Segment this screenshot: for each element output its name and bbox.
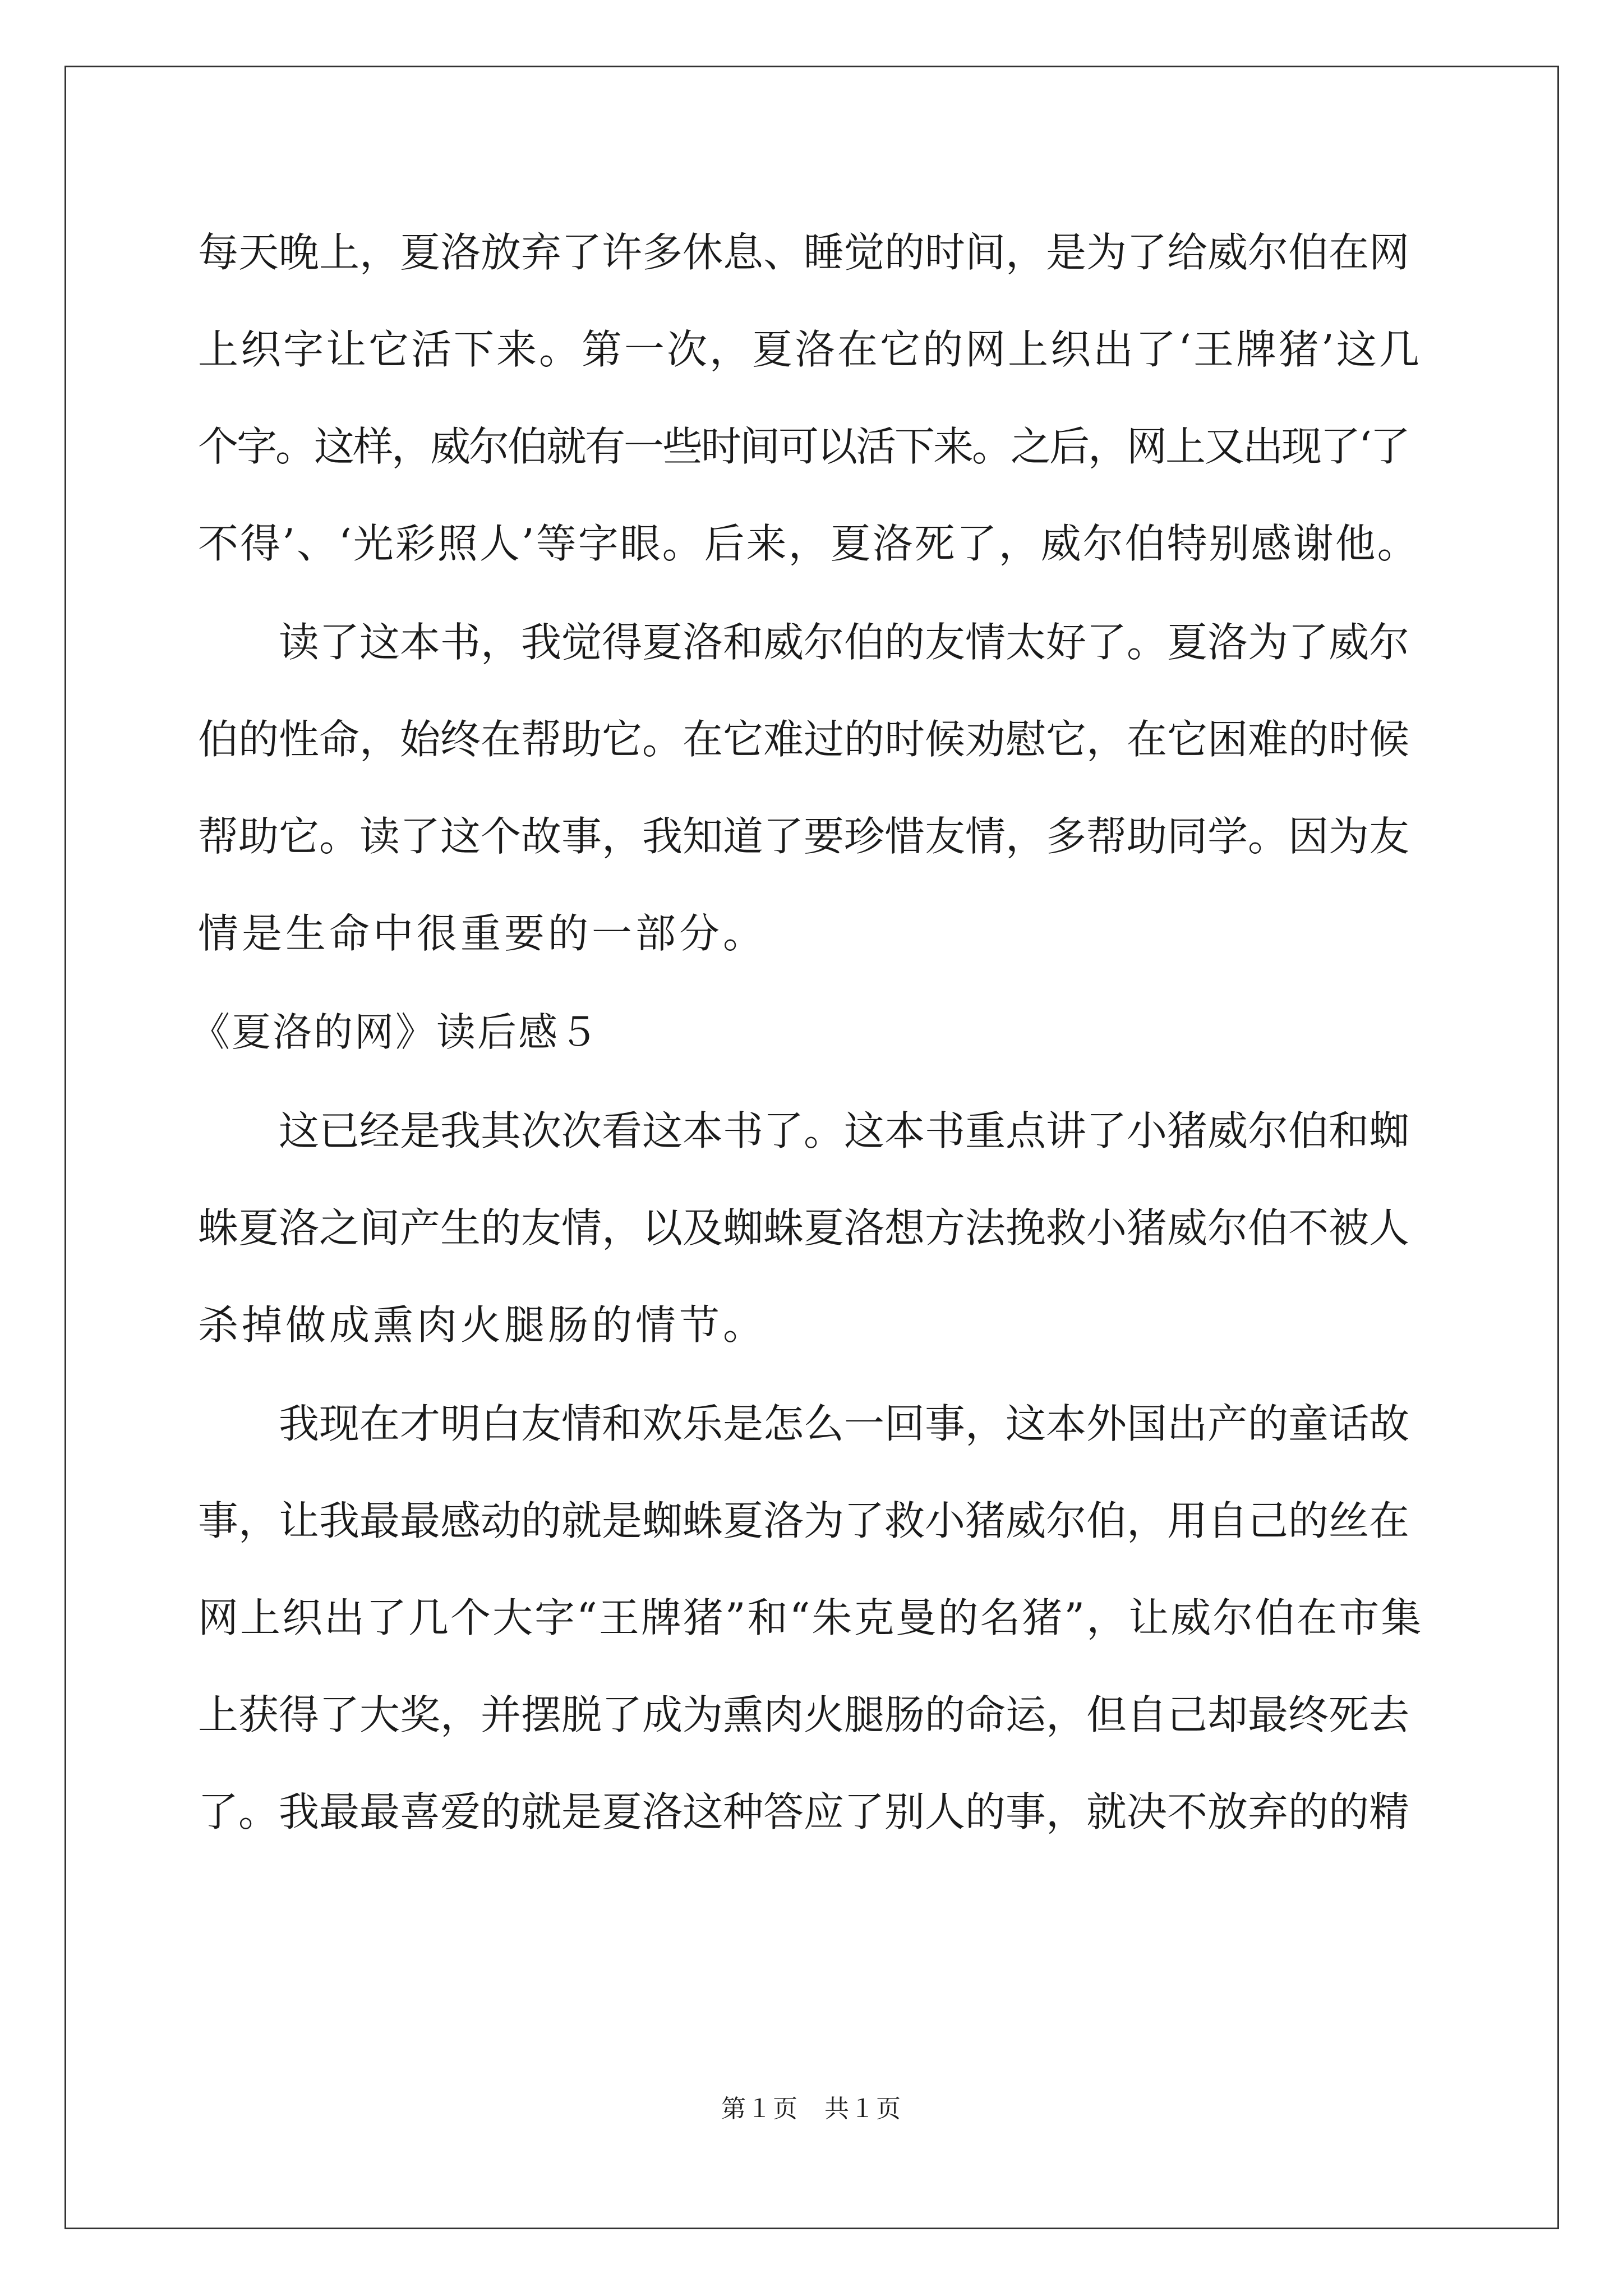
paragraph-1-line-1: 每天晚上，夏洛放弃了许多休息、睡觉的时间，是为了给威尔伯在网: [198, 229, 1410, 276]
paragraph-4-line-5: 了。我最最喜爱的就是夏洛这种答应了别人的事，就决不放弃的的精: [198, 1788, 1410, 1835]
paragraph-1-line-4: 不得’、‘光彩照人’等字眼。后来，夏洛死了，威尔伯特别感谢他。: [198, 520, 1419, 567]
section-title: 《夏洛的网》读后感５: [191, 1009, 600, 1055]
paragraph-2-line-1: 读了这本书，我觉得夏洛和威尔伯的友情太好了。夏洛为了威尔: [279, 619, 1410, 666]
paragraph-2-line-4: 情是生命中很重要的一部分。: [198, 910, 767, 957]
paragraph-2-line-3: 帮助它。读了这个故事，我知道了要珍惜友情，多帮助同学。因为友: [198, 813, 1410, 860]
paragraph-4-line-2: 事，让我最最感动的就是蜘蛛夏洛为了救小猪威尔伯，用自己的丝在: [198, 1497, 1410, 1544]
paragraph-2-line-2: 伯的性命，始终在帮助它。在它难过的时候劝慰它，在它困难的时候: [198, 716, 1410, 763]
paragraph-4-line-1: 我现在才明白友情和欢乐是怎么一回事，这本外国出产的童话故: [279, 1400, 1410, 1447]
paragraph-4-line-3: 网上织出了几个大字“王牌猪”和“朱克曼的名猪”，让威尔伯在市集: [198, 1594, 1423, 1641]
paragraph-4-line-4: 上获得了大奖，并摆脱了成为熏肉火腿肠的命运，但自己却最终死去: [198, 1691, 1410, 1738]
paragraph-3-line-1: 这已经是我其次次看这本书了。这本书重点讲了小猪威尔伯和蜘: [279, 1107, 1410, 1154]
paragraph-3-line-2: 蛛夏洛之间产生的友情，以及蜘蛛夏洛想方法挽救小猪威尔伯不被人: [198, 1204, 1410, 1251]
paragraph-1-line-3: 个字。这样，威尔伯就有一些时间可以活下来。之后，网上又出现了‘了: [198, 423, 1409, 470]
page-number-footer: 第１页 共１页: [721, 2095, 902, 2123]
paragraph-1-line-2: 上织字让它活下来。第一次，夏洛在它的网上织出了‘王牌猪’这几: [198, 326, 1422, 373]
paragraph-3-line-3: 杀掉做成熏肉火腿肠的情节。: [198, 1301, 767, 1349]
